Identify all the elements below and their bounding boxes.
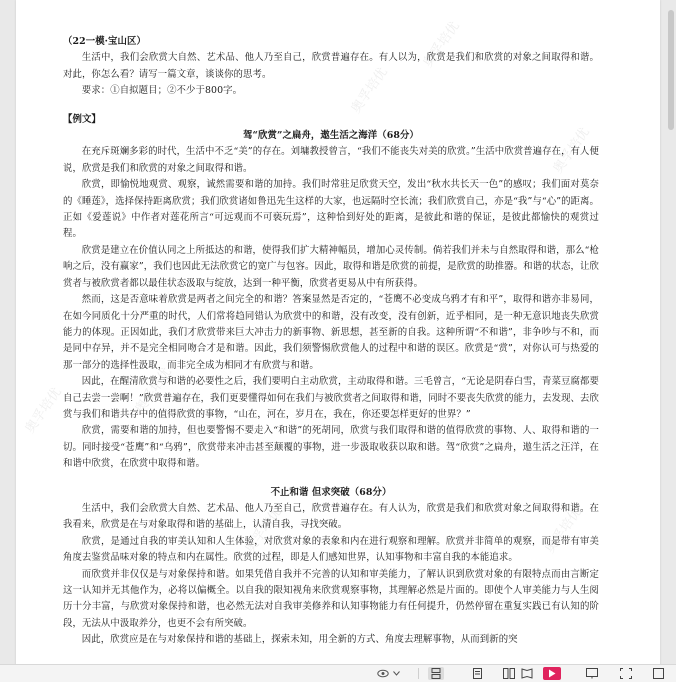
slideshow-icon[interactable] bbox=[584, 667, 600, 680]
document-content bbox=[63, 34, 599, 649]
watermark: 奥孚培优 bbox=[542, 505, 585, 557]
essay-paragraph: 然而，这是否意味着欣赏是两者之间完全的和谐？答案显然是否定的，“苍鹰不必变成乌鸦才有和平”，取得和谐亦非易同，在如今同质化十分严重的时代，人们常将趋同错认为欣赏中的和谐，没有改变，没有创新，近乎相同，是一种无意识地丧失欣赏能力的体现。正因如此，我们才欣赏带来巨大冲击力的新事物、新思想，甚至新的自我。这种所谓“不和谐”，非争吵与不和，而是同中存异，并不是完全相同吻合才是和谐。因此，我们须警惕欣赏他人的过程中和谐的误区。欣赏是“赏”，对你认可与热爱的那一部分的选择性汲取，而非完全成为相同才有欣赏与和谐。 bbox=[63, 294, 599, 371]
prompt-requirement: 要求：①自拟题目；②不少于800字。 bbox=[81, 85, 243, 97]
essay-paragraph: 因此，在醒清欣赏与和谐的必要性之后，我们要明白主动欣赏，主动取得和谐。三毛曾言，“无论是阴春白雪，青菜豆腐都要自己去尝一尝啊！”欣赏普遍存在，我们更要懂得如何在我们与被欣赏者之间取得和谐，同时不要丧失欣赏的能力，去发现、去欣赏与我们和谐共存中的值得欣赏的事物，“山在，河在，岁月在，我在，你还要怎样更好的世界？” bbox=[63, 376, 599, 420]
eye-icon[interactable] bbox=[376, 667, 390, 680]
essay-paragraph: 欣赏，需要和谐的加持，但也要警惕不要走入“和谐”的死胡同，欣赏与我们取得和谐的值得欣赏的事物、人、取得和谐的一切。同时接受“苍鹰”和“乌鸦”，欣赏带来冲击甚至颠覆的事物，进一步汲取收获以取和谐。驾“欣赏”之扁舟，遨生活之汪洋，在和谐中欣赏，在欣赏中取得和谐。 bbox=[63, 425, 599, 470]
watermark: 奥孚培优 bbox=[348, 65, 391, 117]
watermark: 奥孚培优 bbox=[550, 125, 593, 177]
essay-paragraph: 生活中，我们会欣赏大自然、艺术品、他人乃至自己，欣赏普遍存在。有人认为，欣赏是我们和欣赏对象之间取得和谐。在我看来，欣赏是在与对象取得和谐的基础上，认清自我，寻找突破。 bbox=[63, 502, 599, 531]
prompt-heading: （22一模·宝山区） bbox=[63, 36, 146, 47]
essay-paragraph: 欣赏是建立在价值认同之上所抵达的和谐，使得我们扩大精神幅员，增加心灵传制。倘若我们并未与自然取得和谐，那么“枪响之后，没有赢家”，我们也因此无法欣赏它的宽广与包容。因此，取得和谐是欣赏的前提，是欣赏的助推器。和谐的状态，让欣赏者与被欣赏者都以最佳状态汲取与绽放，达到一种平衡，欣赏者更易从中有所获得。 bbox=[63, 244, 599, 289]
essay-paragraph: 而欣赏并非仅仅是与对象保持和谐。如果凭借自我并不完善的认知和审美能力，了解认识到欣赏对象的有限特点而由言断定这一认知并无其他作为，必将以偏概全。以自我的限知视角来欣赏观察事物，其理解必然是片面的。即使个人审美能力与人生阅历十分丰富，与欣赏对象保持和谐，也必然无法对自我审美修养和认知事物能力有任何提升，仍然停留在重复实践已有认知的阶段，无法从中汲取养分，也更不会有所突破。 bbox=[63, 568, 599, 629]
essay-paragraph: 欣赏，即愉悦地观赏、观察，诚然需要和谐的加持。我们时常驻足欣赏天空，发出“秋水共长天一色”的感叹；我们面对莫奈的《睡莲》，选择保持距离欣赏；我们欣赏诸如鲁迅先生这样的大家，也远隔时空长流；我们欣赏自己，亦是“我”与“心”的距离。正如《爱莲说》中作者对莲花所言“可远观而不可亵玩焉”，这种恰到好处的距离，是彼此和谐的保证，是彼此都愉快的观赏过程。 bbox=[63, 179, 600, 240]
scroll-thumb[interactable] bbox=[668, 10, 674, 130]
view-toolbar bbox=[0, 664, 676, 682]
essay-paragraph: 欣赏，是通过自我的审美认知和人生体验，对欣赏对象的表象和内在进行观察和理解。欣赏并非简单的观察，而是带有审美角度去鉴赏品味对象的特点和内在属性。欣赏的过程，即是人们感知世界，认知事物和丰富自我的本能追求。 bbox=[63, 535, 599, 564]
book-view-icon[interactable] bbox=[520, 667, 534, 680]
essay-paragraph: 因此，欣赏应是在与对象保持和谐的基础上，探索未知，用全新的方式、角度去理解事物，从而到新的突 bbox=[81, 634, 518, 646]
watermark: 奥孚培优 bbox=[420, 19, 463, 71]
two-page-icon[interactable] bbox=[502, 667, 516, 680]
watermark: 奥孚培优 bbox=[242, 505, 285, 557]
chevron-down-icon[interactable] bbox=[392, 667, 400, 680]
document-page bbox=[16, 0, 660, 664]
essay-title: 驾“欣赏”之扁舟，遨生活之海洋（68分） bbox=[243, 130, 419, 142]
watermark: 奥孚培优 bbox=[22, 385, 65, 437]
essay-paragraph: 在充斥斑斓多彩的时代，生活中不乏“美”的存在。刘墉教授曾言，“我们不能丧失对美的欣赏。”生活中欣赏普遍存在，有人便说，欣赏是我们和欣赏的对象之间取得和谐。 bbox=[63, 146, 599, 174]
essay-title: 不止和谐 但求突破（68分） bbox=[270, 486, 392, 498]
watermark: 奥孚培优 bbox=[132, 365, 175, 417]
continuous-scroll-icon[interactable] bbox=[428, 667, 444, 680]
single-page-icon[interactable] bbox=[470, 667, 484, 680]
prompt-body: 生活中，我们会欣赏大自然、艺术品、他人乃至自己，欣赏普遍存在。有人以为，欣赏是我们和欣赏的对象之间取得和谐。对此，你怎么看？请写一篇文章，谈谈你的思考。 bbox=[63, 52, 599, 80]
play-icon[interactable] bbox=[543, 667, 561, 680]
fit-width-icon[interactable] bbox=[618, 667, 634, 680]
vertical-scrollbar[interactable] bbox=[664, 0, 674, 664]
fullscreen-icon[interactable] bbox=[650, 667, 666, 680]
example-label: 【例文】 bbox=[63, 113, 101, 125]
